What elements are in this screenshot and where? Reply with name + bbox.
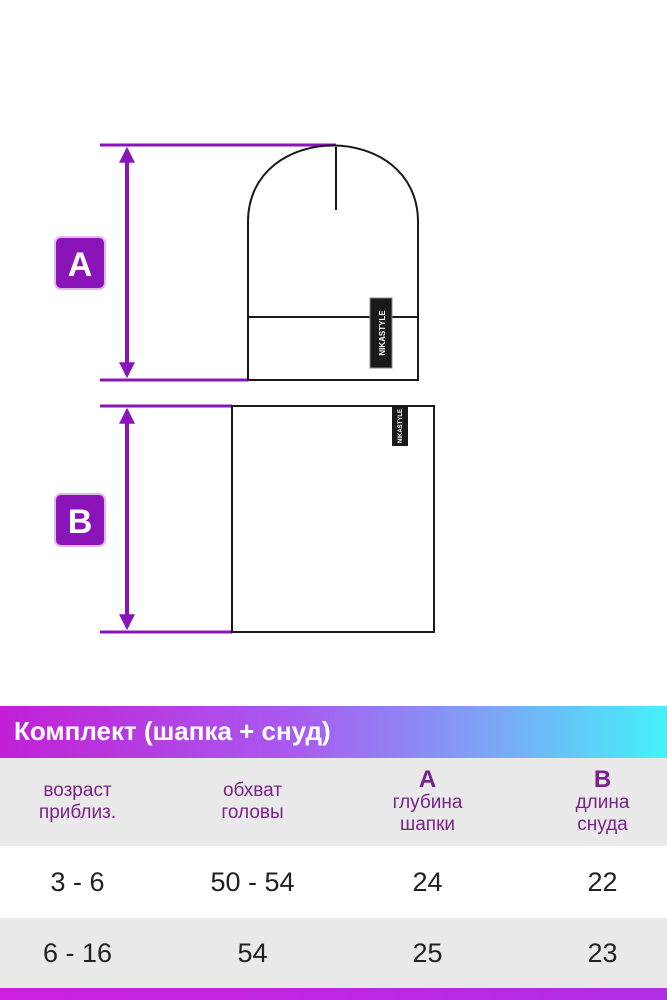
header-head-girth: обхват головы xyxy=(221,780,284,823)
cell-age: 3 - 6 xyxy=(50,867,105,897)
cell-hat-depth: 24 xyxy=(412,867,443,897)
table-row xyxy=(0,918,667,988)
table-header-row xyxy=(0,758,667,846)
header-snood-length: B длина снуда xyxy=(575,766,630,835)
measure-a-group xyxy=(55,145,336,380)
cell-snood-length: 23 xyxy=(587,938,618,968)
label-a-text: A xyxy=(67,246,93,284)
header-hat-depth: A глубина шапки xyxy=(392,766,463,835)
hat-brand-tag-text: NIKASTYLE xyxy=(378,310,387,356)
bottom-accent-bar xyxy=(0,988,667,1000)
cell-snood-length: 22 xyxy=(587,867,618,897)
table-title-banner xyxy=(0,706,667,758)
measure-b-group xyxy=(55,406,232,632)
header-age: возраст приблиз. xyxy=(38,780,117,823)
cell-hat-depth: 25 xyxy=(412,938,443,968)
table-row xyxy=(0,846,667,918)
label-b-text: B xyxy=(67,503,93,541)
hat-outline xyxy=(248,146,418,381)
table-title: Комплект (шапка + снуд) xyxy=(14,716,331,746)
snood-brand-tag-text: NIKASTYLE xyxy=(398,408,404,444)
cell-head-girth: 54 xyxy=(237,938,268,968)
cell-age: 6 - 16 xyxy=(42,938,113,968)
snood-outline xyxy=(232,406,434,632)
cell-head-girth: 50 - 54 xyxy=(210,867,295,897)
